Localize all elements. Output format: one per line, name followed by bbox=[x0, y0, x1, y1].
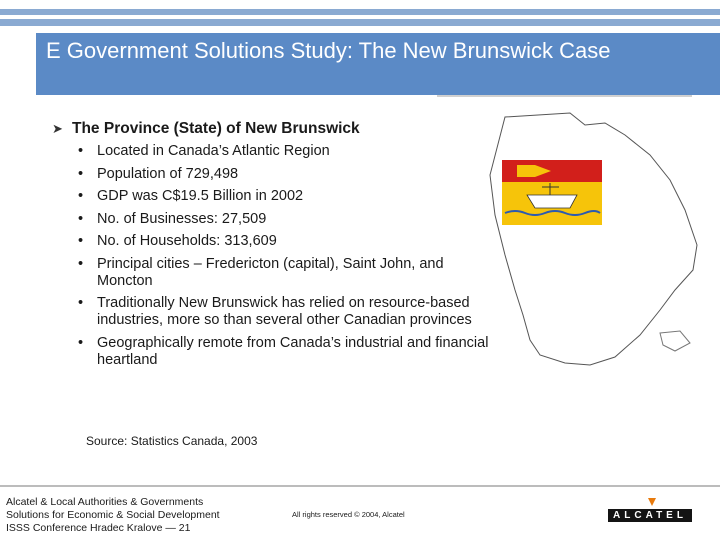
alcatel-logo bbox=[608, 498, 692, 524]
footer-line: Alcatel & Local Authorities & Governments bbox=[6, 496, 204, 508]
title-band bbox=[36, 33, 720, 95]
logo-wordmark: ALCATEL bbox=[608, 509, 692, 522]
list-item: • Principal cities – Fredericton (capital), Saint John, and Moncton bbox=[78, 255, 444, 289]
island-outline bbox=[660, 331, 690, 351]
list-item: • Population of 729,498 bbox=[78, 165, 239, 182]
footer-line: Solutions for Economic & Social Development bbox=[6, 509, 220, 521]
dot-bullet-icon: • bbox=[78, 143, 84, 159]
section-heading: The Province (State) of New Brunswick bbox=[72, 120, 360, 137]
list-item: • Traditionally New Brunswick has relied on resource-based industries, more so than several other Canadian provinces bbox=[78, 295, 472, 328]
arrow-bullet-icon: ➤ bbox=[52, 121, 63, 136]
list-item: • No. of Households: 313,609 bbox=[78, 233, 277, 249]
source-note: Source: Statistics Canada, 2003 bbox=[86, 434, 258, 448]
footer-info bbox=[6, 496, 220, 535]
dot-bullet-icon: • bbox=[78, 255, 84, 272]
dot-bullet-icon: • bbox=[78, 295, 84, 311]
slide-title: E Government Solutions Study: The New Brunswick Case bbox=[46, 38, 611, 63]
dot-bullet-icon: • bbox=[78, 210, 84, 227]
bullet-list bbox=[78, 143, 538, 374]
list-item: • No. of Businesses: 27,509 bbox=[78, 210, 267, 227]
dot-bullet-icon: • bbox=[78, 188, 84, 204]
list-item: • Geographically remote from Canada’s industrial and financial heartland bbox=[78, 334, 489, 368]
top-stripe bbox=[0, 9, 720, 15]
copyright-text: All rights reserved © 2004, Alcatel bbox=[292, 510, 405, 519]
dot-bullet-icon: • bbox=[78, 165, 84, 182]
footer-line: ISSS Conference Hradec Kralove — 21 bbox=[6, 522, 191, 534]
dot-bullet-icon: • bbox=[78, 233, 84, 249]
footer-divider bbox=[0, 485, 720, 487]
dot-bullet-icon: • bbox=[78, 334, 84, 351]
top-stripe-2 bbox=[0, 19, 720, 26]
list-item: • GDP was C$19.5 Billion in 2002 bbox=[78, 188, 304, 204]
list-item: • Located in Canada’s Atlantic Region bbox=[78, 143, 330, 159]
map-top-rule bbox=[437, 95, 692, 97]
logo-accent-icon bbox=[648, 498, 656, 506]
